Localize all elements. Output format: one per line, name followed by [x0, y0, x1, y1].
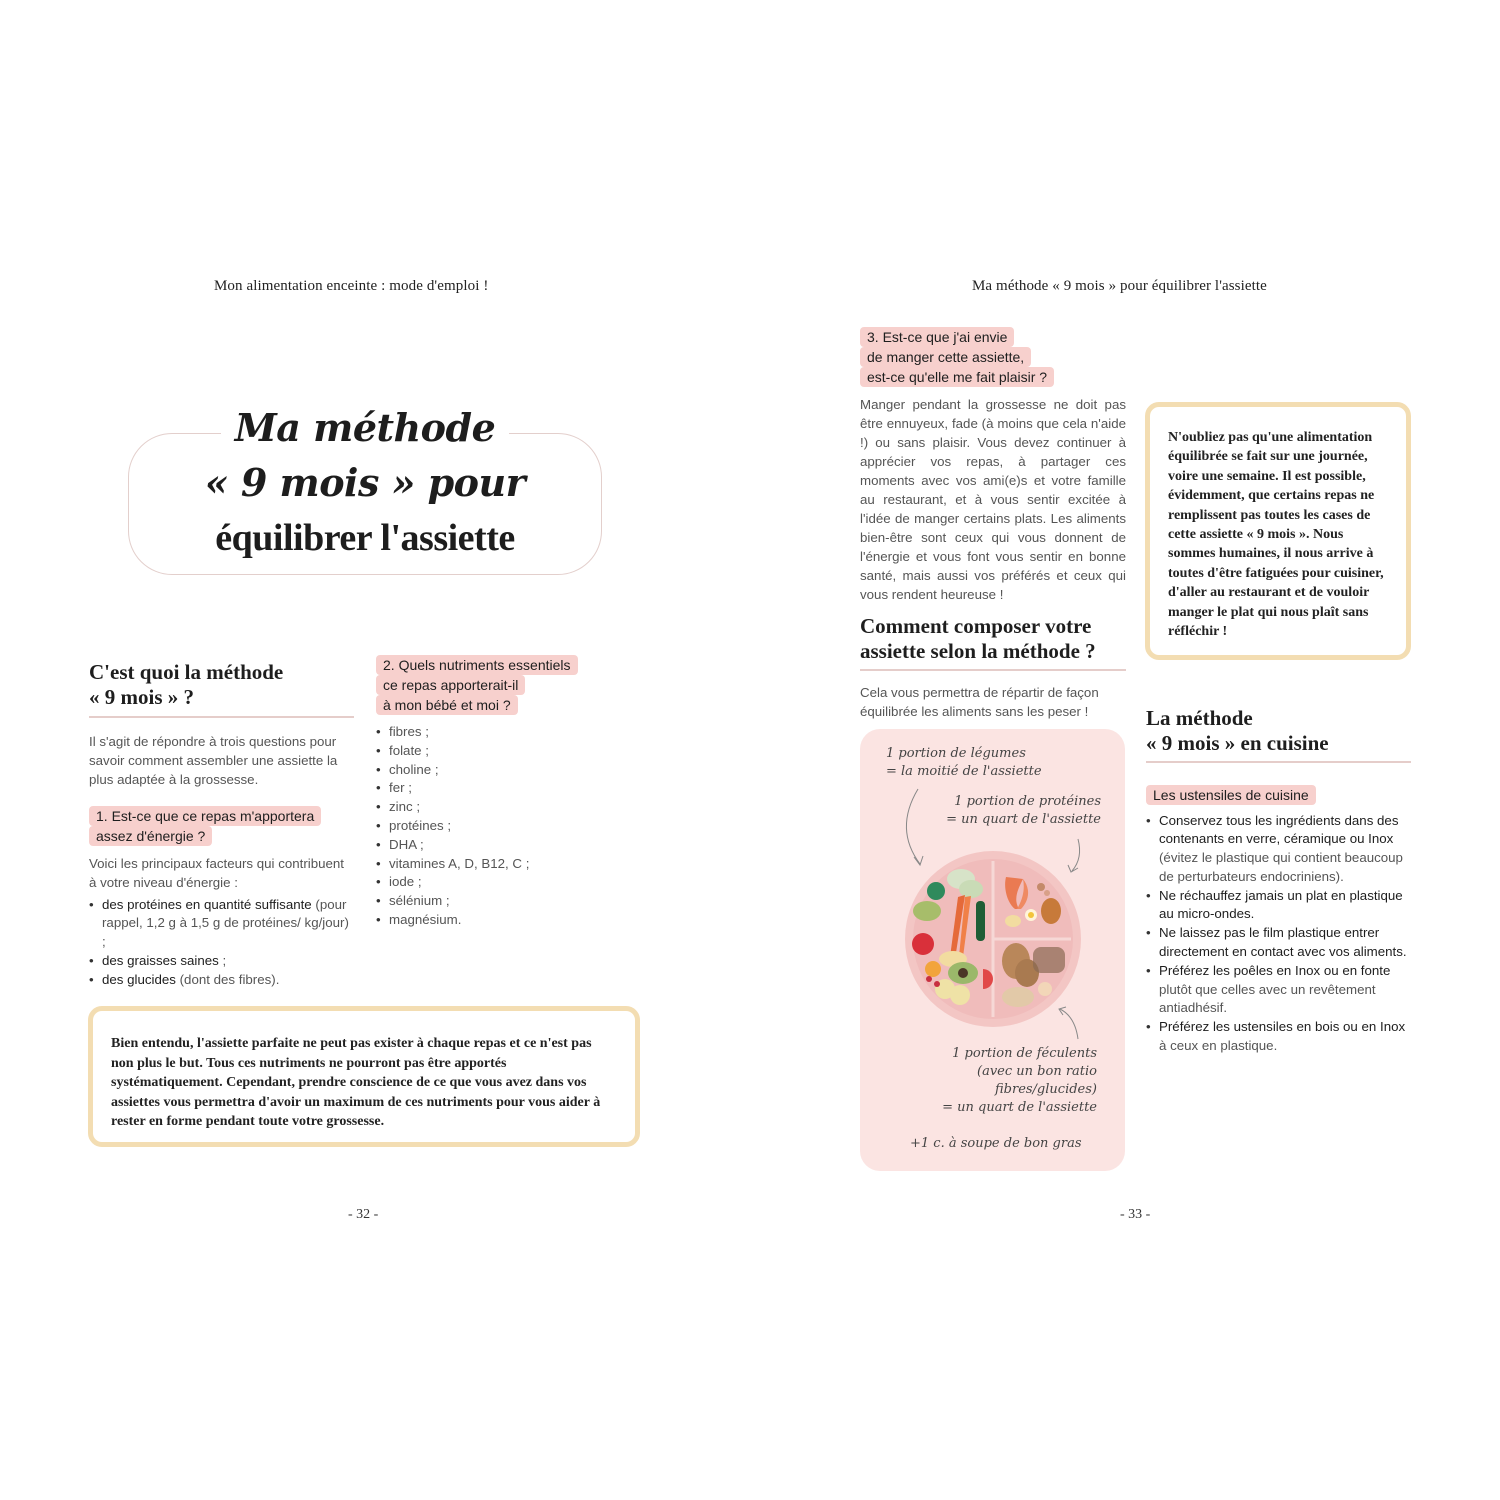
veg-label-line-2: = la moitié de l'assiette — [886, 764, 1042, 779]
item-rest: (pour rappel, 1,2 g à 1,5 g de protéines/ kg/jour) ; — [102, 896, 349, 950]
utensils-subhead-wrap — [1146, 785, 1411, 805]
question-2-line-2: ce repas apporterait-il — [376, 675, 525, 695]
intro-text: Il s'agit de répondre à trois questions pour savoir comment assembler une assiette la plus adaptée à la grossesse. — [89, 733, 338, 787]
question-1-line-2: assez d'énergie ? — [89, 826, 212, 846]
item-bold: des glucides — [102, 971, 176, 987]
heading-rule — [1146, 761, 1411, 763]
question-2-section — [376, 655, 636, 930]
energy-intro: Voici les principaux facteurs qui contribuent à votre niveau d'énergie : — [89, 855, 344, 890]
item-rest: plutôt que celles avec un revêtement antiadhésif. — [1159, 981, 1376, 1016]
note-text: Bien entendu, l'assiette parfaite ne peut pas exister à chaque repas et ce n'est pas non plus le but. Tous ces nutriments ne pourront pas être apportés systématiquement. Cependant, prendre conscience de ce que vous avez dans vos assiettes vous permettra d'avoir un maximum de ces nutriments pour vous aider à rester en forme pendant toute votre grossesse. — [111, 1036, 601, 1129]
utensils-tips-list — [1146, 812, 1411, 1056]
veg-label-line-1: 1 portion de légumes — [886, 746, 1026, 761]
item-bold: Ne laissez pas le film plastique entrer directement en contact avec vos aliments. — [1159, 925, 1407, 960]
question-2-line-3: à mon bébé et moi ? — [376, 695, 518, 715]
section-what-is-method — [89, 660, 354, 989]
item-rest: ; — [218, 952, 227, 968]
title-line-2: « 9 mois » pour — [204, 460, 526, 505]
item-rest: (dont des fibres). — [175, 971, 280, 987]
question-1-line-1: 1. Est-ce que ce repas m'apportera — [89, 806, 321, 826]
heading-line-2: « 9 mois » ? — [89, 685, 194, 709]
heading-line-2: « 9 mois » en cuisine — [1146, 731, 1329, 755]
item-bold: des protéines en quantité suffisante — [102, 896, 312, 912]
list-item: • protéines ; — [376, 817, 636, 836]
good-fat-label: +1 c. à soupe de bon gras — [910, 1136, 1082, 1151]
running-head-left: Mon alimentation enceinte : mode d'emploi ! — [214, 278, 489, 294]
energy-factors-list — [89, 896, 354, 990]
list-item: • vitamines A, D, B12, C ; — [376, 855, 636, 874]
item-bold: des graisses saines — [102, 952, 219, 968]
list-item: • folate ; — [376, 742, 636, 761]
heading-line-1: C'est quoi la méthode — [89, 660, 284, 684]
item-rest: à ceux en plastique. — [1159, 1038, 1278, 1054]
list-item — [1146, 887, 1411, 925]
question-3-line-1: 3. Est-ce que j'ai envie — [860, 327, 1014, 347]
list-item — [89, 971, 354, 990]
list-item: • iode ; — [376, 873, 636, 892]
item-bold: Préférez les ustensiles en bois ou en Inox — [1159, 1019, 1406, 1035]
section-compose-plate — [860, 614, 1126, 721]
note-box-right — [1145, 402, 1411, 660]
item-rest: (évitez le plastique qui contient beaucoup de perturbateurs endocriniens). — [1159, 850, 1403, 884]
question-3-section — [860, 327, 1126, 604]
list-item — [89, 952, 354, 971]
list-item — [89, 896, 354, 952]
starch-label-line-1: 1 portion de féculents — [952, 1046, 1097, 1061]
note-box-left — [88, 1006, 640, 1147]
title-line-1: Ma méthode — [221, 405, 510, 451]
list-item — [1146, 962, 1411, 1018]
list-item — [1146, 812, 1411, 887]
question-2 — [376, 655, 636, 715]
compose-body: Cela vous permettra de répartir de façon équilibrée les aliments sans les peser ! — [860, 684, 1099, 719]
utensils-subhead: Les ustensiles de cuisine — [1146, 785, 1316, 805]
page-number-right: - 33 - — [1120, 1207, 1151, 1222]
starch-label-line-2: (avec un bon ratio — [977, 1064, 1097, 1079]
page-number-left: - 32 - — [348, 1207, 379, 1222]
title-line-3: équilibrer l'assiette — [215, 517, 515, 559]
running-head-right: Ma méthode « 9 mois » pour équilibrer l'assiette — [972, 278, 1267, 294]
protein-label-line-1: 1 portion de protéines — [954, 794, 1101, 809]
starch-label-line-3: fibres/glucides) — [994, 1082, 1097, 1097]
item-bold: Ne réchauffez jamais un plat en plastique au micro-ondes. — [1159, 887, 1403, 922]
list-item — [1146, 924, 1411, 962]
question-1 — [89, 806, 354, 846]
starch-label — [942, 1045, 1097, 1117]
section-heading — [89, 660, 354, 710]
list-item: • zinc ; — [376, 798, 636, 817]
question-3-line-2: de manger cette assiette, — [860, 347, 1031, 367]
heading-rule — [89, 716, 354, 718]
question-3 — [860, 327, 1126, 387]
question-3-line-3: est-ce qu'elle me fait plaisir ? — [860, 367, 1054, 387]
list-item — [1146, 1018, 1411, 1056]
protein-label-line-2: = un quart de l'assiette — [946, 812, 1101, 827]
item-bold: Préférez les poêles en Inox ou en fonte — [1159, 962, 1391, 978]
section-heading — [860, 614, 1126, 664]
heading-line-1: Comment composer votre — [860, 614, 1092, 638]
heading-line-1: La méthode — [1146, 706, 1253, 730]
section-heading — [1146, 706, 1411, 756]
plate-illustration-panel — [860, 729, 1125, 1171]
note-text: N'oubliez pas qu'une alimentation équilibrée se fait sur une journée, voire une semaine. Il est possible, évidemment, que certains repas ne remplissent pas toutes les cases de cette assiette « 9 mois ». Nous sommes humaines, il nous arrive à toutes d'être fatiguées pour cuisiner, d'aller au restaurant et de vouloir manger le plat qui nous plaît sans réfléchir ! — [1168, 430, 1384, 640]
list-item: • DHA ; — [376, 836, 636, 855]
list-item: • sélénium ; — [376, 892, 636, 911]
starch-label-line-4: = un quart de l'assiette — [942, 1100, 1097, 1115]
plate-icon — [903, 849, 1083, 1029]
list-item: • fibres ; — [376, 723, 636, 742]
question-2-line-1: 2. Quels nutriments essentiels — [376, 655, 578, 675]
list-item: • magnésium. — [376, 911, 636, 930]
chapter-title — [128, 405, 602, 569]
nutrients-list — [376, 723, 636, 930]
question-3-body: Manger pendant la grossesse ne doit pas être ennuyeux, fade (à moins que cela n'aide !) ou sans plaisir. Vous devez continuer à apprécier vos repas, à partager ces moments avec vos ami(e)s et votre famille au restaurant, et à vous sentir excitée à l'idée de manger certains plats. Les aliments bien-être sont ceux qui vous donnent de l'énergie et vous font vous sentir en bonne santé, mais aussi vos préférés et ceux qui vous rendent heureuse ! — [860, 397, 1126, 602]
heading-line-2: assiette selon la méthode ? — [860, 639, 1096, 663]
item-bold: Conservez tous les ingrédients dans des contenants en verre, céramique ou Inox — [1159, 812, 1399, 847]
list-item: • choline ; — [376, 761, 636, 780]
heading-rule — [860, 669, 1126, 671]
section-kitchen — [1146, 706, 1411, 1056]
list-item: • fer ; — [376, 779, 636, 798]
